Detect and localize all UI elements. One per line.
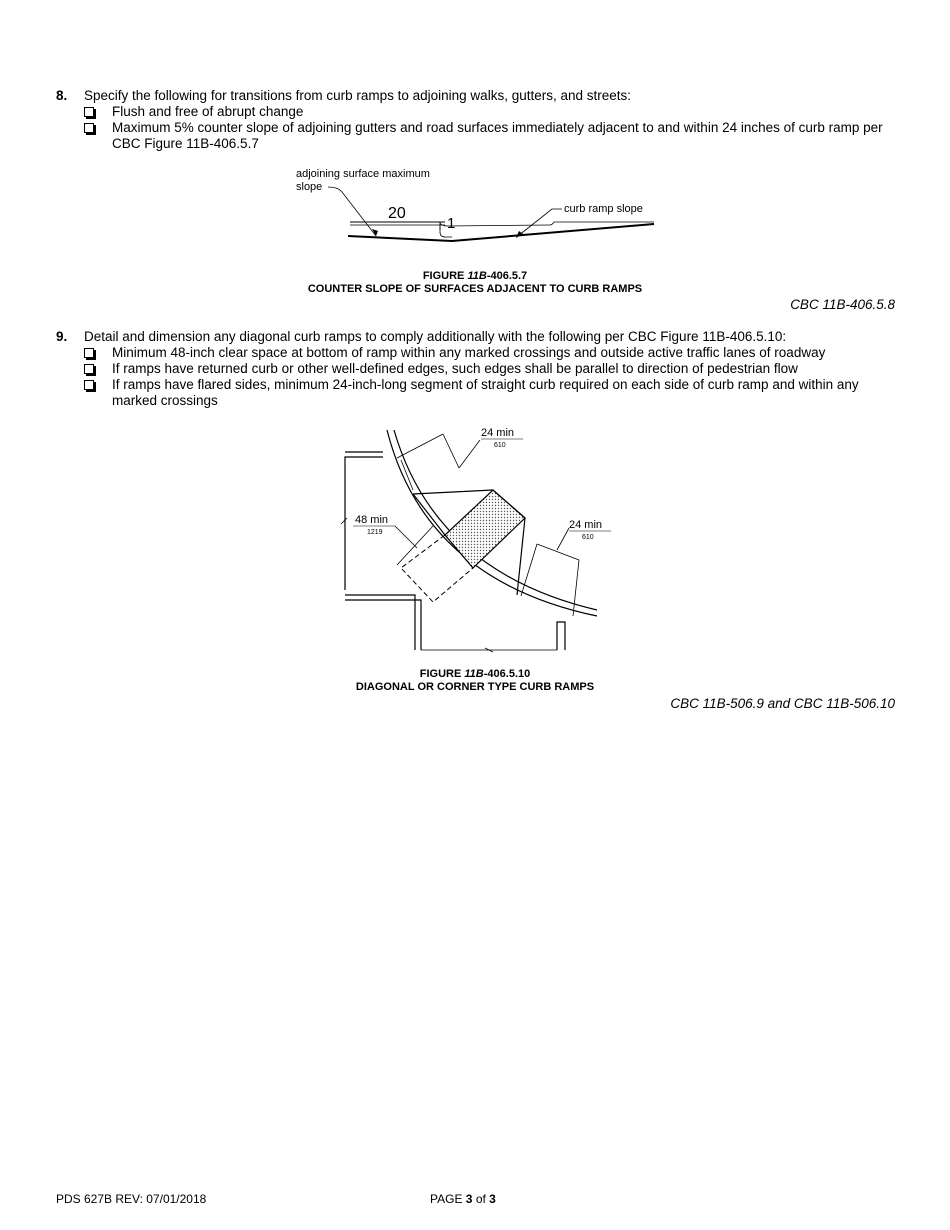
figure-2-caption (0, 668, 950, 694)
figure-counter-slope (290, 162, 670, 252)
bullet-text: If ramps have returned curb or other well-defined edges, such edges shall be parallel to direction of pedestrian flow (112, 361, 798, 376)
item-9-number: 9. (56, 329, 68, 344)
item-9-bullet-1 (112, 345, 906, 361)
leader-line (459, 440, 480, 468)
checkbox-icon (84, 348, 94, 358)
dimension-right-mm: 610 (582, 534, 594, 541)
item-8-bullet-1 (112, 104, 906, 120)
dimension-right-label: 24 min (569, 519, 603, 531)
checkbox-icon (84, 364, 94, 374)
item-9-bullet-3 (112, 377, 906, 409)
slope-leader-line (328, 187, 376, 236)
figure-2-title: DIAGONAL OR CORNER TYPE CURB RAMPS (355, 681, 595, 693)
slope-label: slope (296, 181, 323, 193)
bullet-text: If ramps have flared sides, minimum 24-inch-long segment of straight curb required on each side of curb ramp and within any marked crossings (112, 377, 859, 408)
reference-cbc-11b-506: CBC 11B-506.9 and CBC 11B-506.10 (670, 696, 895, 711)
ramp-surface (445, 490, 525, 568)
dimension-left-mm: 1219 (367, 529, 383, 536)
item-9-bullet-2 (112, 361, 906, 377)
item-8-number: 8. (56, 88, 68, 103)
bullet-text: Flush and free of abrupt change (112, 104, 304, 119)
figure-1-number: FIGURE 11B-406.5.7 (422, 270, 528, 282)
footer-form-number: PDS 627B REV: 07/01/2018 (56, 1192, 207, 1206)
break-mark (341, 518, 347, 524)
extension-line (521, 544, 537, 596)
item-8-text: Specify the following for transitions from curb ramps to adjoining walks, gutters, and streets: (84, 88, 632, 103)
dimension-top-mm: 610 (494, 442, 506, 449)
curb-ramp-slope-label: curb ramp slope (564, 203, 643, 215)
dimension-line (443, 434, 459, 468)
adjoining-surface-label: adjoining surface maximum (296, 168, 430, 180)
bullet-text: Minimum 48-inch clear space at bottom of ramp within any marked crossings and outside active traffic lanes of roadway (112, 345, 826, 360)
footer-page-number: PAGE 3 of 3 (430, 1192, 496, 1206)
item-8 (56, 88, 906, 152)
checkbox-icon (84, 107, 94, 117)
item-8-bullet-2 (112, 120, 906, 152)
checkbox-icon (84, 123, 94, 133)
rise-label: 1 (447, 215, 456, 232)
ramp-flare-line (413, 494, 445, 535)
curb-return-edge (345, 595, 415, 650)
bullet-text: Maximum 5% counter slope of adjoining gutters and road surfaces immediately adjacent to and within 24 inches of curb ramp per CBC Figure 11B-406.5.7 (112, 120, 883, 151)
dimension-left-label: 48 min (355, 514, 389, 526)
dimension-top-label: 24 min (481, 427, 515, 439)
curb-return-edge (345, 600, 421, 650)
curb-return-edge (557, 622, 565, 650)
leader-line (557, 528, 569, 550)
run-label: 20 (388, 205, 406, 222)
extension-line (573, 560, 579, 616)
figure-2-number: FIGURE 11B-406.5.10 (419, 668, 531, 680)
figure-1-caption (0, 270, 950, 296)
leader-line (395, 526, 417, 548)
checkbox-icon (84, 380, 94, 390)
diagonal-ramp-diagram (335, 420, 620, 660)
figure-diagonal-curb-ramps (335, 420, 620, 660)
curb-slope-bracket (440, 222, 554, 230)
ground-surface-line (348, 224, 654, 241)
dimension-line (397, 434, 443, 458)
item-9-text: Detail and dimension any diagonal curb ramps to comply additionally with the following per CBC Figure 11B-406.5.10: (84, 329, 787, 344)
reference-cbc-11b-406-5-8: CBC 11B-406.5.8 (790, 297, 895, 312)
dimension-line (537, 544, 579, 560)
figure-1-title: COUNTER SLOPE OF SURFACES ADJACENT TO CURB RAMPS (307, 283, 643, 295)
item-9 (56, 329, 906, 409)
dimension-line (397, 526, 433, 565)
counter-slope-diagram (290, 162, 670, 252)
